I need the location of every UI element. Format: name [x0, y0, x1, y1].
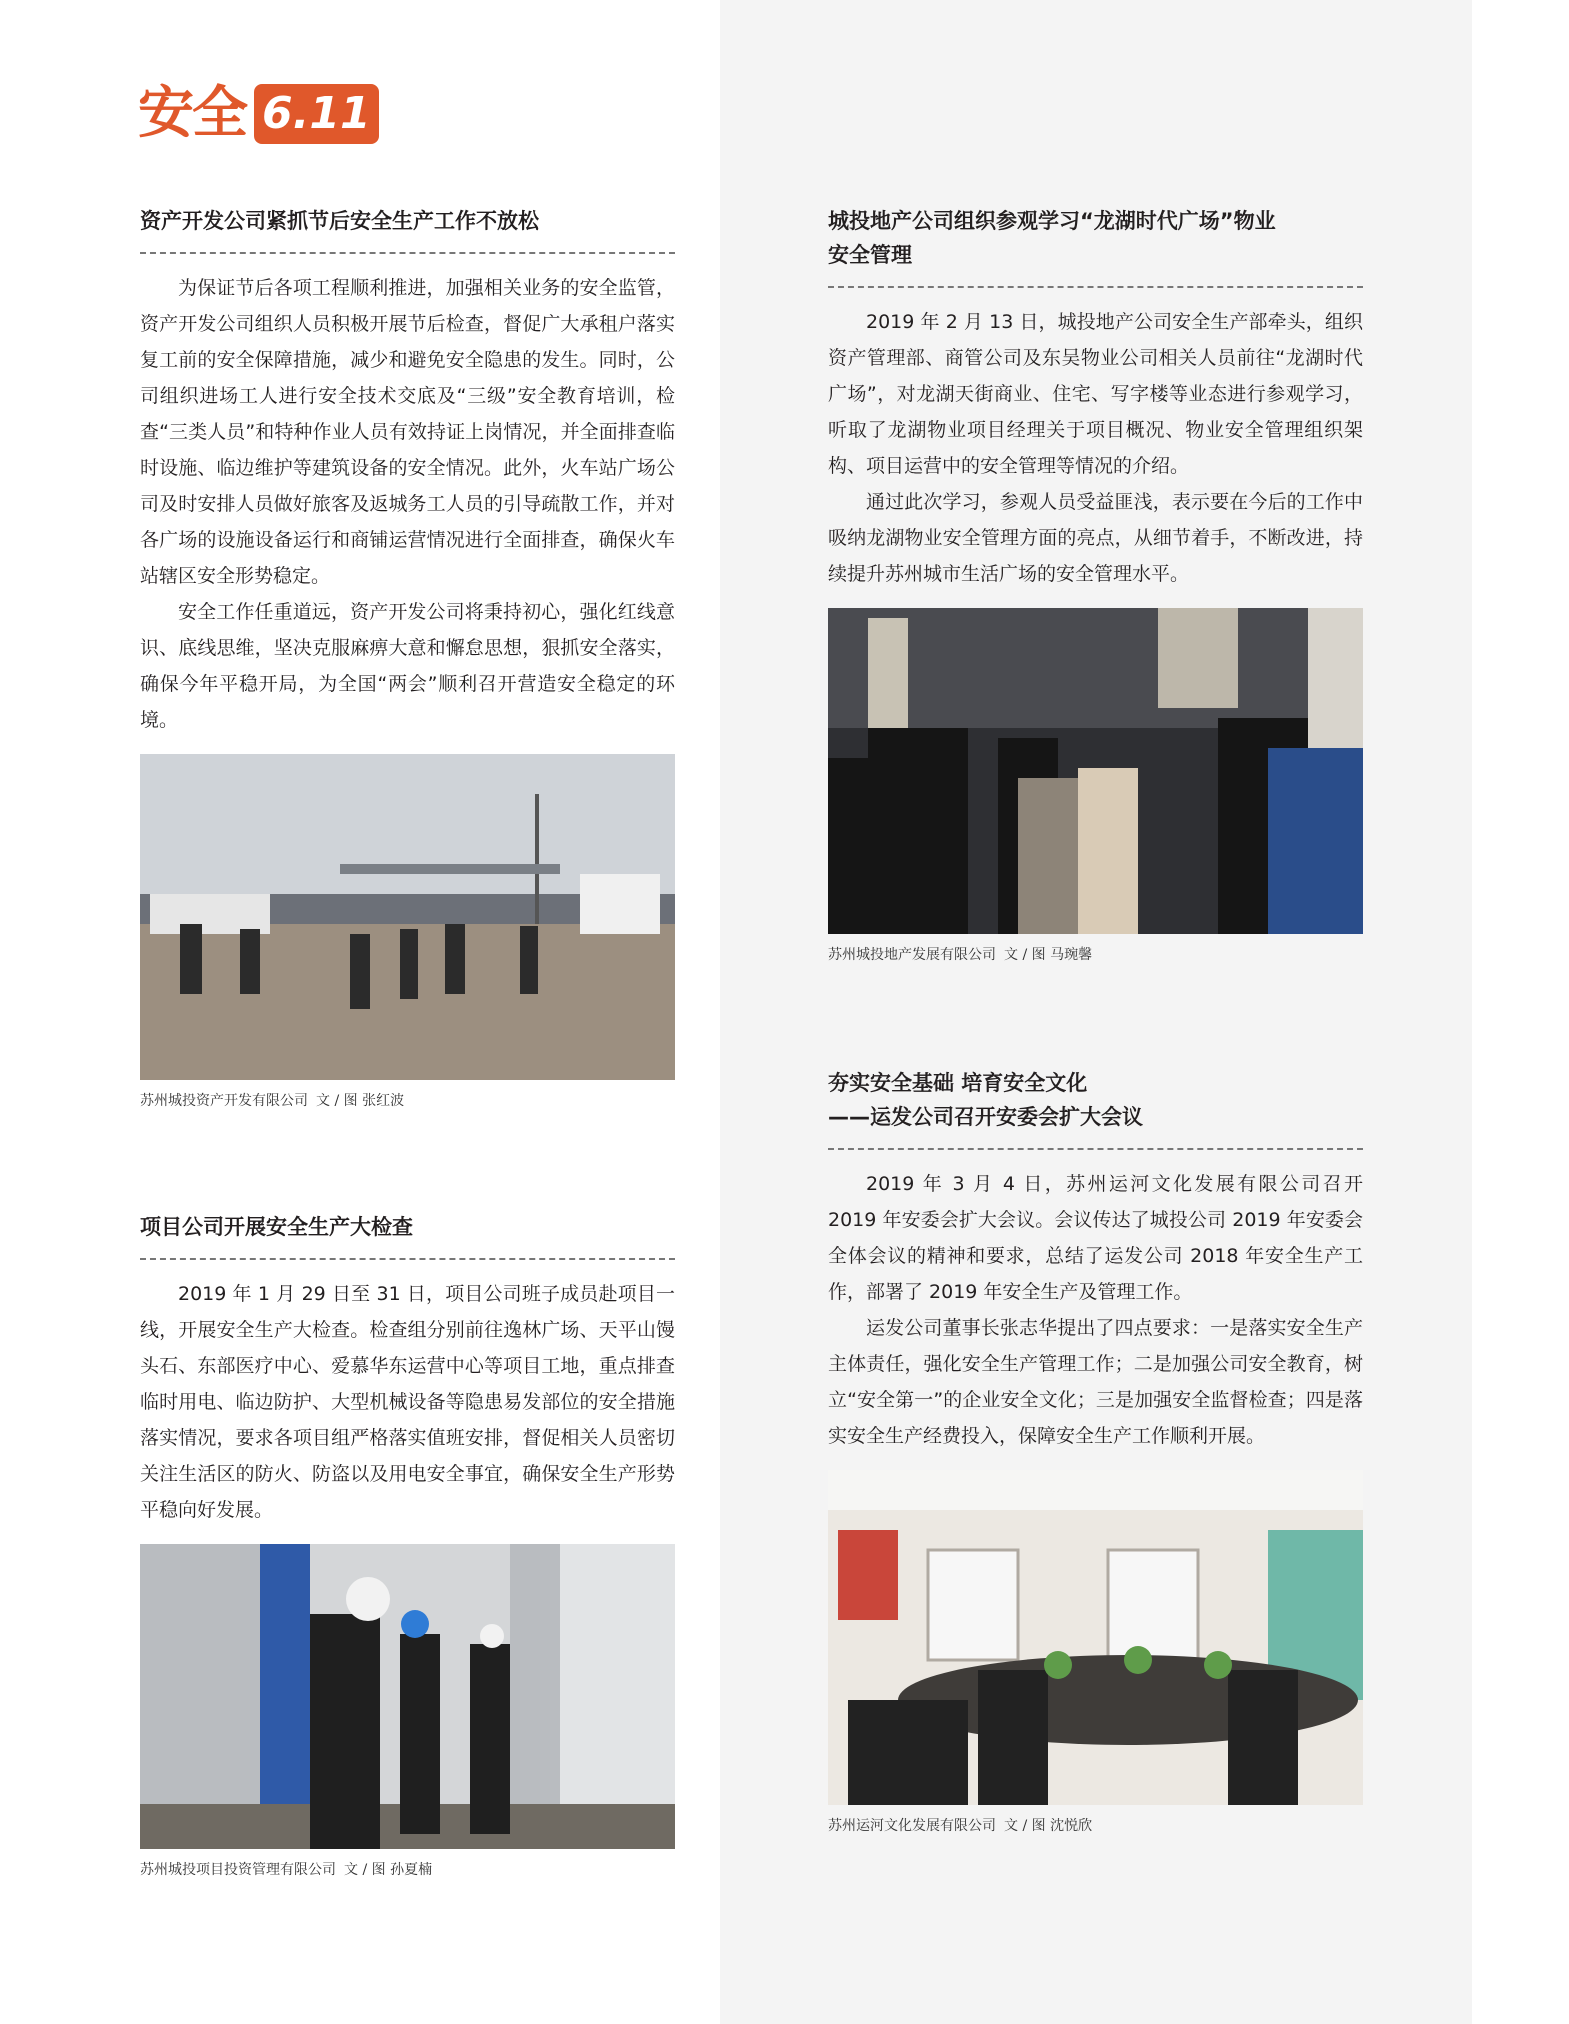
caption-org: 苏州城投地产发展有限公司 [828, 947, 996, 963]
article-paragraph: 2019 年 3 月 4 日，苏州运河文化发展有限公司召开 2019 年安委会扩大会议。会议传达了城投公司 2019 年安委会全体会议的精神和要求，总结了运发公司 2018 年安全生产工作，部署了 2019 年安全生产及管理工作。 [828, 1173, 1363, 1303]
logo-text: 安全 [138, 81, 246, 146]
article-paragraph: 2019 年 1 月 29 日至 31 日，项目公司班子成员赴项目一线，开展安全生产大检查。检查组分别前往逸林广场、天平山馒头石、东部医疗中心、爱慕华东运营中心等项目工地，重点排查临时用电、临边防护、大型机械设备等隐患易发部位的安全措施落实情况，要求各项目组严格落实值班安排，督促相关人员密切关注生活区的防火、防盗以及用电安全事宜，确保安全生产形势平稳向好发展。 [140, 1283, 675, 1521]
photo-site-inspection [140, 754, 675, 1080]
logo-badge: 6.11 [254, 84, 379, 144]
photo-caption [140, 1859, 675, 1879]
article-title-line2: 安全管理 [828, 243, 912, 267]
article-canal-culture [828, 1066, 1363, 1835]
article-paragraph: 为保证节后各项工程顺利推进，加强相关业务的安全监管，资产开发公司组织人员积极开展节后检查，督促广大承租户落实复工前的安全保障措施，减少和避免安全隐患的发生。同时，公司组织进场工人进行安全技术交底及“三级”安全教育培训，检查“三类人员”和特种作业人员有效持证上岗情况，并全面排查临时设施、临边维护等建筑设备的安全情况。此外，火车站广场公司及时安排人员做好旅客及返城务工人员的引导疏散工作，并对各广场的设施设备运行和商铺运营情况进行全面排查，确保火车站辖区安全形势稳定。 [140, 277, 675, 587]
caption-credit: 文 / 图 张红波 [316, 1093, 405, 1109]
photo-caption [140, 1090, 675, 1110]
photo-illustration [140, 754, 675, 1080]
section-logo [138, 81, 379, 146]
dashed-divider [828, 1148, 1363, 1150]
article-asset-dev [140, 204, 675, 1110]
caption-credit: 文 / 图 孙夏楠 [344, 1862, 433, 1878]
dashed-divider [140, 1258, 675, 1260]
caption-credit: 文 / 图 马琬馨 [1004, 947, 1093, 963]
caption-org: 苏州城投项目投资管理有限公司 [140, 1862, 336, 1878]
article-subtitle: ——运发公司召开安委会扩大会议 [828, 1105, 1143, 1129]
photo-caption [828, 1815, 1363, 1835]
article-paragraph: 运发公司董事长张志华提出了四点要求：一是落实安全生产主体责任，强化安全生产管理工作；二是加强公司安全教育，树立“安全第一”的企业安全文化；三是加强安全监督检查；四是落实安全生产经费投入，保障安全生产工作顺利开展。 [828, 1317, 1363, 1447]
article-title: 资产开发公司紧抓节后安全生产工作不放松 [140, 209, 539, 233]
dashed-divider [140, 252, 675, 254]
article-paragraph: 安全工作任重道远，资产开发公司将秉持初心，强化红线意识、底线思维，坚决克服麻痹大意和懈怠思想，狠抓安全落实，确保今年平稳开局，为全国“两会”顺利召开营造安全稳定的环境。 [140, 601, 675, 731]
photo-caption [828, 944, 1363, 964]
photo-safety-meeting [828, 1470, 1363, 1805]
photo-longhu-visit [828, 608, 1363, 934]
caption-org: 苏州运河文化发展有限公司 [828, 1818, 996, 1834]
article-title: 夯实安全基础 培育安全文化 [828, 1071, 1088, 1095]
article-real-estate [828, 204, 1363, 964]
article-project-co [140, 1210, 675, 1879]
caption-credit: 文 / 图 沈悦欣 [1004, 1818, 1093, 1834]
article-paragraph: 通过此次学习，参观人员受益匪浅，表示要在今后的工作中吸纳龙湖物业安全管理方面的亮点，从细节着手，不断改进，持续提升苏州城市生活广场的安全管理水平。 [828, 491, 1363, 585]
photo-project-inspection [140, 1544, 675, 1849]
article-title: 项目公司开展安全生产大检查 [140, 1215, 413, 1239]
article-paragraph: 2019 年 2 月 13 日，城投地产公司安全生产部牵头，组织资产管理部、商管公司及东吴物业公司相关人员前往“龙湖时代广场”，对龙湖天街商业、住宅、写字楼等业态进行参观学习，听取了龙湖物业项目经理关于项目概况、物业安全管理组织架构、项目运营中的安全管理等情况的介绍。 [828, 311, 1363, 477]
photo-illustration [140, 1544, 675, 1849]
dashed-divider [828, 286, 1363, 288]
photo-illustration [828, 1470, 1363, 1805]
caption-org: 苏州城投资产开发有限公司 [140, 1093, 308, 1109]
article-title-line1: 城投地产公司组织参观学习“龙湖时代广场”物业 [828, 209, 1276, 233]
photo-illustration [828, 608, 1363, 934]
